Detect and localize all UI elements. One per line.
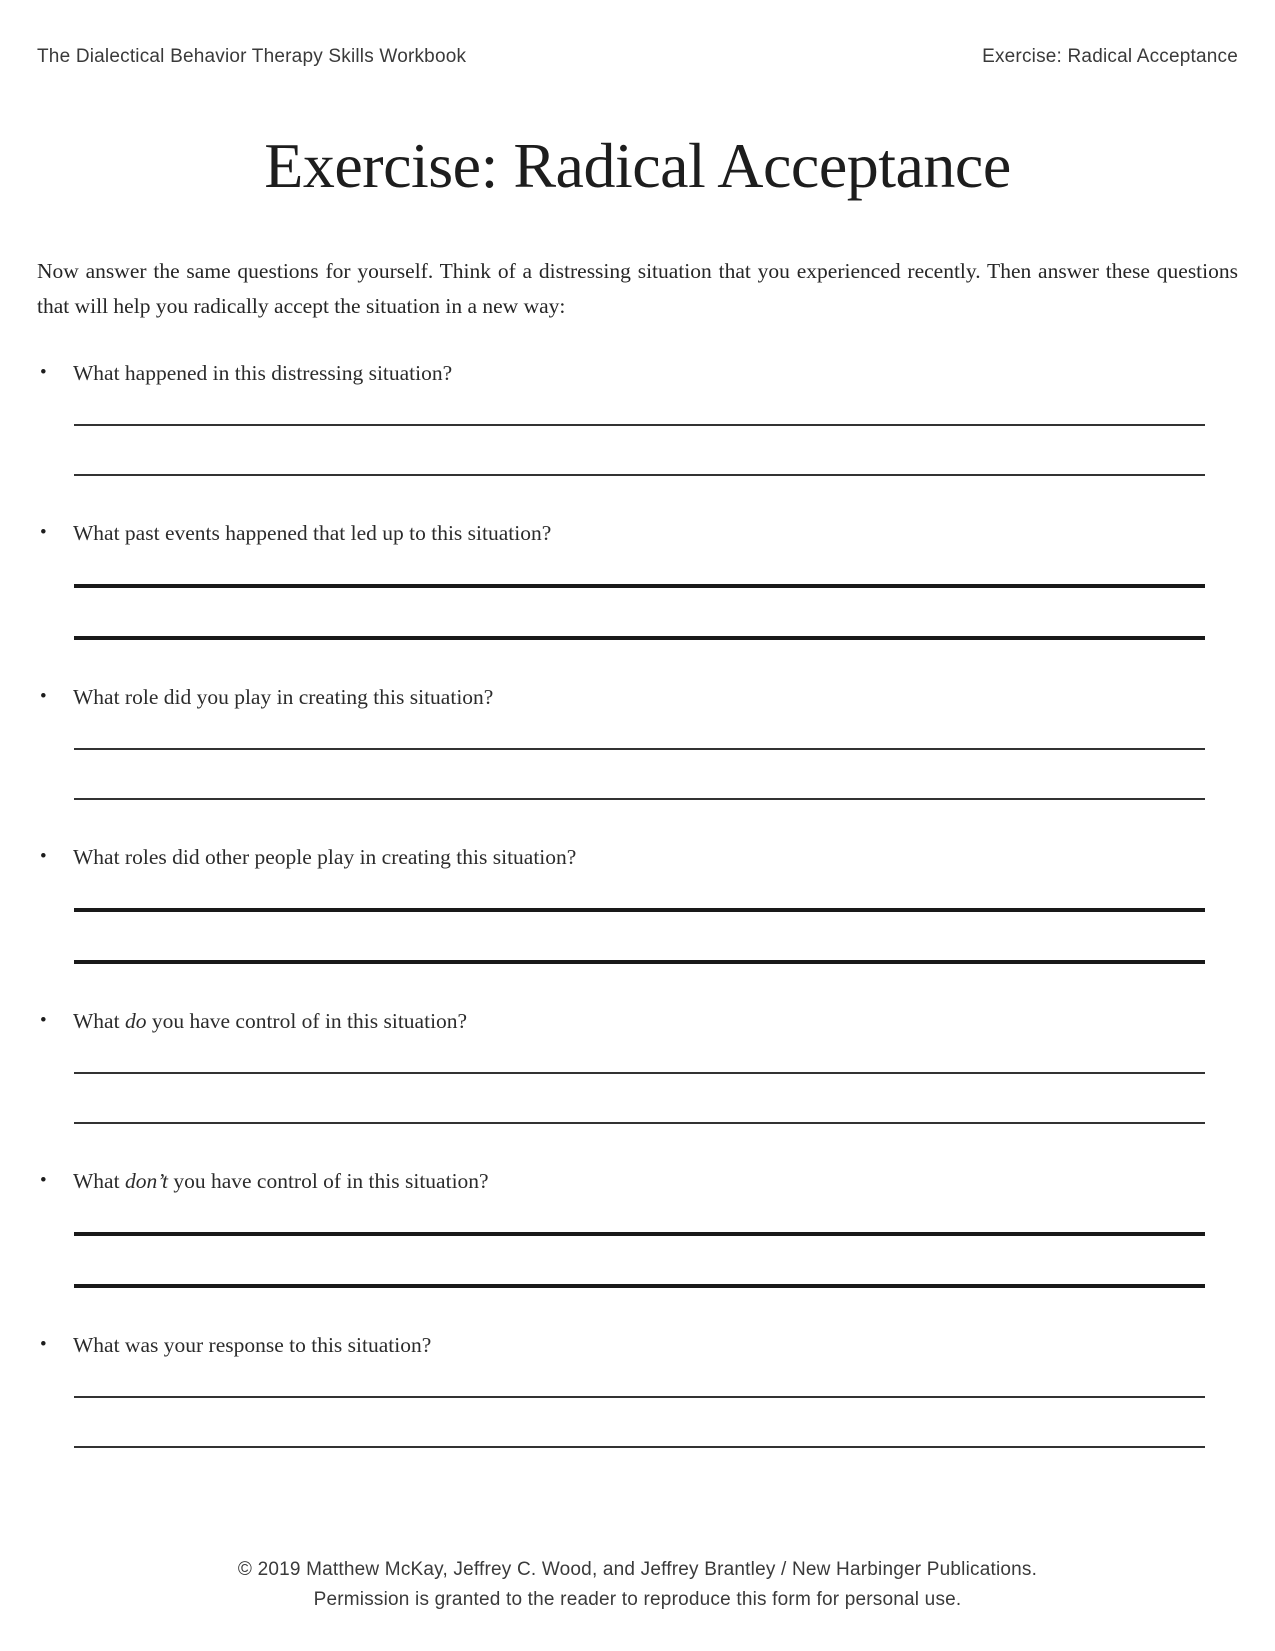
question-block <box>37 1330 1205 1448</box>
question-row <box>37 1330 1205 1360</box>
question-block <box>37 682 1205 800</box>
question-block <box>37 518 1205 640</box>
footer-line-2: Permission is granted to the reader to reproduce this form for personal use. <box>313 1589 962 1610</box>
question-block <box>37 1166 1205 1288</box>
running-header <box>0 0 1275 68</box>
question-text: What do you have control of in this situation? <box>73 1009 468 1033</box>
answer-line <box>74 1446 1205 1448</box>
question-text: What happened in this distressing situation? <box>73 361 453 385</box>
question-row <box>37 682 1205 712</box>
bullet-icon: • <box>40 362 47 383</box>
footer-copyright <box>0 1555 1275 1615</box>
intro-paragraph: Now answer the same questions for yourself. Think of a distressing situation that you experienced recently. Then answer these questions that will help you radically accept the situation in a new way: <box>37 259 1238 318</box>
question-text: What roles did other people play in creating this situation? <box>73 845 577 869</box>
question-row <box>37 1006 1205 1036</box>
answer-line <box>74 584 1205 588</box>
answer-line <box>74 748 1205 750</box>
answer-line <box>74 960 1205 964</box>
answer-line <box>74 908 1205 912</box>
answer-line <box>74 474 1205 476</box>
header-exercise-title: Exercise: Radical Acceptance <box>982 46 1238 67</box>
answer-line <box>74 424 1205 426</box>
question-text: What was your response to this situation? <box>73 1333 432 1357</box>
answer-line <box>74 636 1205 640</box>
bullet-icon: • <box>40 1010 47 1031</box>
answer-line <box>74 1122 1205 1124</box>
bullet-icon: • <box>40 846 47 867</box>
answer-line <box>74 798 1205 800</box>
answer-line <box>74 1072 1205 1074</box>
answer-line <box>74 1232 1205 1236</box>
question-row <box>37 1166 1205 1196</box>
question-block <box>37 358 1205 476</box>
question-row <box>37 518 1205 548</box>
question-block <box>37 1006 1205 1124</box>
question-row <box>37 358 1205 388</box>
questions-list <box>0 358 1275 1448</box>
bullet-icon: • <box>40 686 47 707</box>
question-row <box>37 842 1205 872</box>
header-book-title: The Dialectical Behavior Therapy Skills Workbook <box>37 46 467 67</box>
answer-line <box>74 1284 1205 1288</box>
bullet-icon: • <box>40 522 47 543</box>
page-title: Exercise: Radical Acceptance <box>264 130 1011 201</box>
answer-line <box>74 1396 1205 1398</box>
question-text: What role did you play in creating this situation? <box>73 685 494 709</box>
question-text: What don’t you have control of in this situation? <box>73 1169 489 1193</box>
bullet-icon: • <box>40 1170 47 1191</box>
question-block <box>37 842 1205 964</box>
footer-line-1: © 2019 Matthew McKay, Jeffrey C. Wood, and Jeffrey Brantley / New Harbinger Publications. <box>237 1559 1038 1580</box>
bullet-icon: • <box>40 1334 47 1355</box>
question-text: What past events happened that led up to this situation? <box>73 521 552 545</box>
